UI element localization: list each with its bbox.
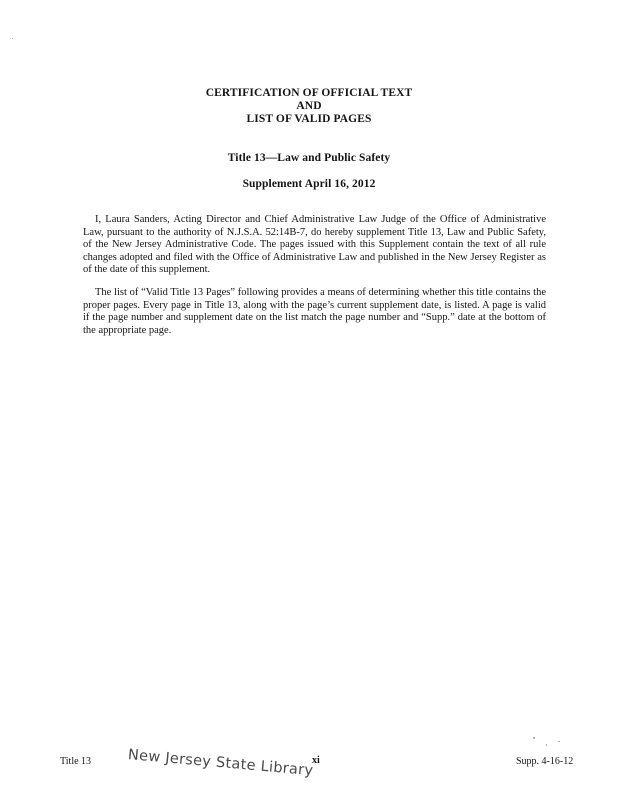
scan-speck [546, 744, 547, 746]
scan-speck [12, 38, 13, 39]
title-line-3: LIST OF VALID PAGES [246, 113, 372, 125]
title-line-2: AND [296, 100, 322, 112]
footer-supplement: Supp. 4-16-12 [516, 756, 574, 767]
title-line-1: CERTIFICATION OF OFFICIAL TEXT [205, 87, 413, 99]
valid-pages-paragraph: The list of “Valid Title 13 Pages” following provides a means of determining whether this title contains the proper pages. Every page in Title 13, along with the page’s current supplement date, is listed. A page is valid if the page number and supplement date on the list match the page number and “Supp.” date at the bottom of the appropriate page. [83, 287, 546, 336]
footer-title: Title 13 [60, 756, 92, 767]
library-stamp: New Jersey State Library [127, 747, 314, 780]
scan-speck [533, 737, 535, 739]
scan-speck [558, 741, 560, 742]
title-subject: Title 13—Law and Public Safety [227, 152, 391, 164]
supplement-date: Supplement April 16, 2012 [242, 178, 376, 190]
page-number: xi [312, 755, 320, 766]
certification-paragraph: I, Laura Sanders, Acting Director and Chief Administrative Law Judge of the Office of Administrative Law, pursuant to the authority of N.J.S.A. 52:14B-7, do hereby supplement Title 13, Law and Public Safety, of the New Jersey Administrative Code. The pages issued with this Supplement contain the text of all rule changes adopted and filed with the Office of Administrative Law and published in the New Jersey Register as of the date of this supplement. [83, 214, 546, 276]
